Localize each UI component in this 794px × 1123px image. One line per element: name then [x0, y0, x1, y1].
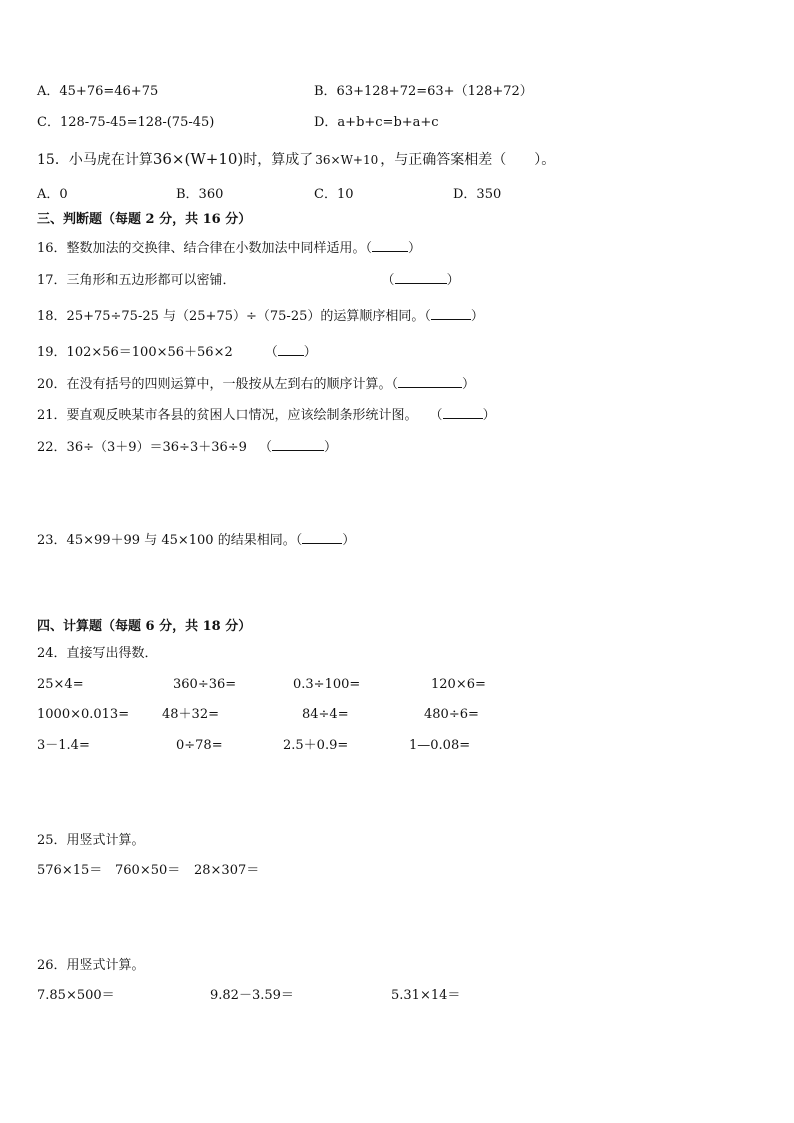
q15-stem-pre: 15．小马虎在计算	[37, 152, 153, 168]
judgement-22-open: （	[258, 440, 272, 455]
q26-title: 26．用竖式计算。	[37, 958, 145, 973]
judgement-20	[37, 375, 475, 393]
answer-blank[interactable]	[372, 239, 408, 252]
q26-item: 7.85×500＝	[37, 988, 115, 1003]
answer-blank[interactable]	[443, 406, 483, 419]
q15-stem	[37, 151, 555, 168]
judgement-19-text: 19．102×56＝100×56＋56×2	[37, 345, 233, 360]
q24-item: 84÷4=	[302, 707, 349, 722]
judgement-22-text: 22．36÷（3＋9）＝36÷3＋36÷9	[37, 440, 247, 455]
q15-option-a: A．0	[37, 187, 68, 202]
q15-expr-correct: 36×(W+10)	[152, 150, 244, 168]
judgement-16	[37, 239, 421, 257]
answer-blank[interactable]	[398, 375, 462, 388]
q25-item: 760×50＝	[115, 863, 181, 878]
answer-blank[interactable]	[278, 343, 304, 356]
q14-option-c: C．128-75-45=128-(75-45)	[37, 115, 215, 130]
judgement-17-close: ）	[446, 273, 460, 288]
judgement-16-close: ）	[408, 241, 422, 256]
q14-option-b: B．63+128+72=63+（128+72）	[314, 84, 533, 99]
q25-item: 576×15＝	[37, 863, 103, 878]
q24-item: 25×4=	[37, 677, 84, 692]
judgement-16-text: 16．整数加法的交换律、结合律在小数加法中同样适用。（	[37, 241, 373, 256]
q25-item: 28×307＝	[194, 863, 260, 878]
judgement-21-close: ）	[482, 408, 496, 423]
judgement-19-close: ）	[303, 345, 317, 360]
q14-option-d: D．a+b+c=b+a+c	[314, 115, 439, 130]
q24-title: 24．直接写出得数．	[37, 646, 158, 661]
judgement-21-open: （	[429, 408, 443, 423]
judgement-22	[37, 438, 337, 456]
judgement-20-close: ）	[462, 377, 476, 392]
q24-item: 0.3÷100=	[293, 677, 361, 692]
q24-item: 3－1.4=	[37, 738, 90, 753]
q15-option-b: B．360	[176, 187, 224, 202]
q24-item: 120×6=	[431, 677, 486, 692]
section3-title: 三、判断题（每题 2 分，共 16 分）	[37, 212, 252, 227]
judgement-23-close: ）	[342, 533, 356, 548]
judgement-21	[37, 406, 496, 424]
answer-blank[interactable]	[431, 307, 471, 320]
answer-blank[interactable]	[302, 531, 342, 544]
q14-option-a: A．45+76=46+75	[37, 84, 159, 99]
q24-item: 1—0.08=	[409, 738, 471, 753]
judgement-18-text: 18．25+75÷75-25 与（25+75）÷（75-25）的运算顺序相同。（	[37, 309, 431, 324]
q26-item: 5.31×14＝	[391, 988, 461, 1003]
section4-title: 四、计算题（每题 6 分，共 18 分）	[37, 619, 252, 634]
judgement-19	[37, 343, 317, 361]
judgement-23-text: 23．45×99＋99 与 45×100 的结果相同。（	[37, 533, 303, 548]
judgement-23	[37, 531, 355, 549]
judgement-18-close: ）	[470, 309, 484, 324]
q24-item: 1000×0.013=	[37, 707, 130, 722]
judgement-18	[37, 307, 484, 325]
q25-title: 25．用竖式计算。	[37, 833, 145, 848]
q15-stem-post: ，与正确答案相差（ ）。	[380, 152, 556, 168]
judgement-20-text: 20．在没有括号的四则运算中，一般按从左到右的顺序计算。（	[37, 377, 399, 392]
judgement-21-text: 21．要直观反映某市各县的贫困人口情况，应该绘制条形统计图。	[37, 408, 418, 423]
q24-item: 2.5＋0.9=	[283, 738, 349, 753]
judgement-17	[37, 271, 460, 289]
q15-option-d: D．350	[453, 187, 502, 202]
q15-expr-wrong: 36×W+10	[315, 153, 379, 167]
q24-item: 360÷36=	[173, 677, 237, 692]
q24-item: 480÷6=	[424, 707, 479, 722]
answer-blank[interactable]	[272, 438, 324, 451]
answer-blank[interactable]	[395, 271, 447, 284]
q15-option-c: C．10	[314, 187, 354, 202]
judgement-22-close: ）	[323, 440, 337, 455]
q26-item: 9.82－3.59＝	[210, 988, 294, 1003]
q24-item: 0÷78=	[176, 738, 223, 753]
judgement-17-open: （	[381, 273, 395, 288]
q15-stem-mid: 时，算成了	[243, 152, 314, 168]
judgement-17-text: 17．三角形和五边形都可以密铺．	[37, 273, 236, 288]
judgement-19-open: （	[264, 345, 278, 360]
q24-item: 48＋32=	[162, 707, 219, 722]
